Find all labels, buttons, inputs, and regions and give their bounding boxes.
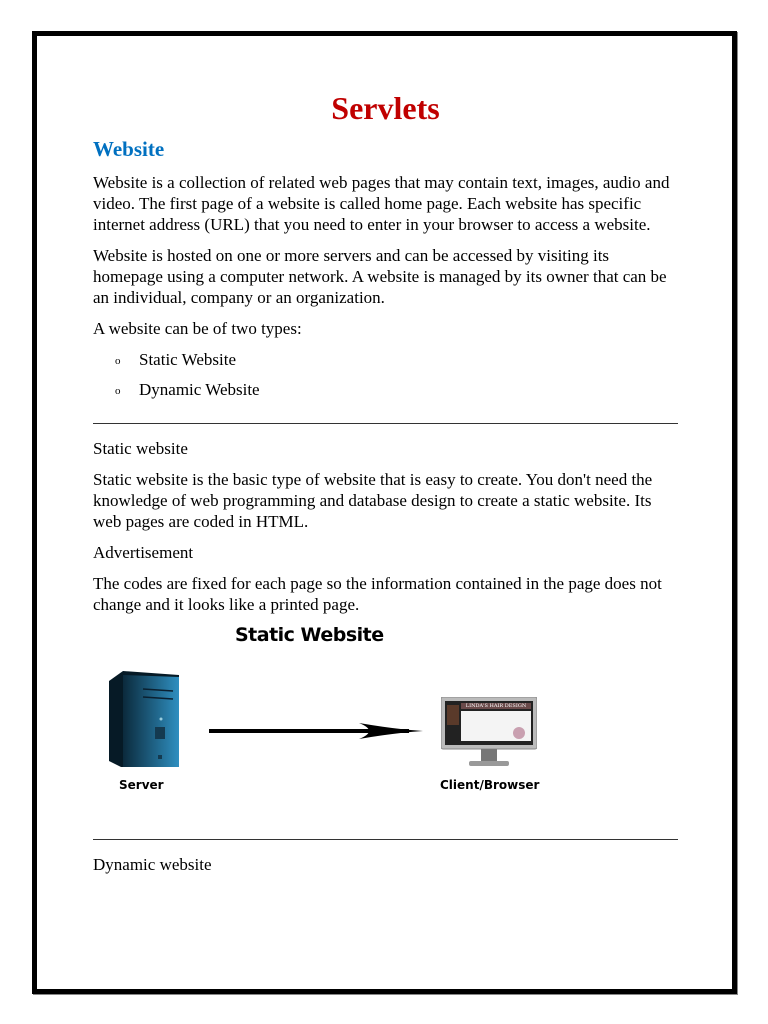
list-item-label: Dynamic Website — [139, 380, 260, 399]
page-title: Servlets — [331, 90, 440, 126]
dynamic-heading: Dynamic website — [93, 855, 212, 874]
list-item — [93, 349, 678, 379]
section-heading-website: Website — [93, 137, 165, 161]
paragraph: Website is hosted on one or more servers and can be accessed by visiting its homepage using a computer network. A website is managed by its owner that can be an individual, company or an organization. — [93, 246, 667, 307]
static-heading: Static website — [93, 439, 188, 458]
bullet-icon: o — [115, 385, 121, 397]
static-website-diagram — [93, 625, 678, 835]
list-item — [93, 379, 678, 409]
client-browser-label: Client/Browser — [440, 778, 540, 792]
bullet-icon: o — [115, 355, 121, 367]
paragraph: Website is a collection of related web pages that may contain text, images, audio and video. The first page of a website is called home page. Each website has specific internet address (URL) that you need to enter in your browser to access a website. — [93, 173, 670, 234]
list-item-label: Static Website — [139, 350, 236, 369]
monitor-banner-text: LINDA'S HAIR DESIGN — [465, 703, 527, 709]
website-types-list — [93, 349, 678, 409]
server-label: Server — [119, 778, 164, 792]
paragraph: The codes are fixed for each page so the information contained in the page does not change and it looks like a printed page. — [93, 574, 662, 614]
advertisement-label: Advertisement — [93, 543, 194, 562]
paragraph: A website can be of two types: — [93, 319, 302, 338]
paragraph: Static website is the basic type of website that is easy to create. You don't need the knowledge of web programming and database design to create a static website. Its web pages are coded in HTML. — [93, 470, 653, 531]
divider — [93, 423, 678, 424]
diagram-title: Static Website — [235, 624, 384, 646]
divider — [93, 839, 678, 840]
server-icon — [109, 671, 179, 767]
arrow-icon — [209, 721, 423, 741]
document-body — [93, 88, 678, 885]
